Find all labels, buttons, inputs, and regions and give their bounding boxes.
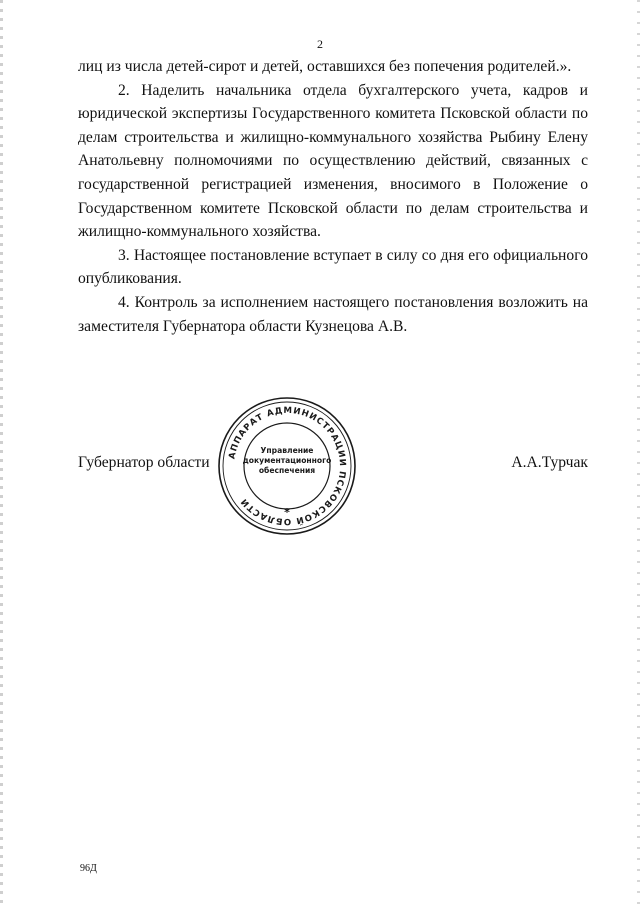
- paragraph-item-3: 3. Настоящее постановление вступает в силу со дня его официального опубликования.: [78, 246, 588, 288]
- stamp-ring-text: АППАРАТ АДМИНИСТРАЦИИ ПСКОВСКОЙ ОБЛАСТИ: [227, 405, 348, 527]
- document-body: [78, 55, 588, 338]
- stamp-center-line-1: Управление: [260, 446, 314, 455]
- page-number: 2: [317, 37, 323, 51]
- paragraph-continuation: лиц из числа детей-сирот и детей, оставшихся без попечения родителей.».: [78, 58, 572, 75]
- stamp-center-line-2: документационного: [242, 456, 332, 465]
- signer-title: Губернатор области: [78, 454, 210, 471]
- paragraph-item-2: 2. Наделить начальника отдела бухгалтерского учета, кадров и юридической экспертизы Государственного комитета Псковской области по делам строительства и жилищно-коммунального хозяйства Рыбину Елену Анатольевну полномочиями по осуществлению действий, связанных с государственной регистрацией изменения, вносимого в Положение о Государственном комитете Псковской области по делам строительства и жилищно-коммунального хозяйства.: [78, 81, 588, 241]
- paragraph-item-4: 4. Контроль за исполнением настоящего постановления возложить на заместителя Губернатора области Кузнецова А.В.: [78, 293, 588, 335]
- footer-code: 96Д: [80, 863, 97, 874]
- stamp-star-icon: *: [284, 506, 290, 519]
- scan-edge-left: [0, 0, 3, 905]
- official-stamp: [216, 395, 358, 537]
- signer-name: А.А.Турчак: [511, 454, 588, 471]
- stamp-center-line-3: обеспечения: [258, 466, 316, 475]
